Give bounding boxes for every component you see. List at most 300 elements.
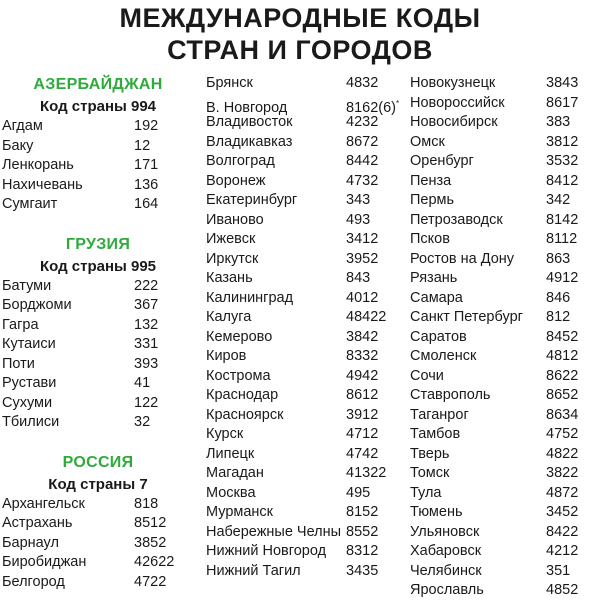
city-code-value: 4832 bbox=[346, 75, 379, 91]
city-code-value: 342 bbox=[546, 192, 571, 208]
city-name: Магадан bbox=[206, 465, 264, 481]
city-name: Сумгаит bbox=[2, 196, 58, 212]
city-code bbox=[346, 562, 400, 582]
city-code-value: 4212 bbox=[546, 543, 579, 559]
city-code bbox=[134, 394, 190, 414]
city-code-value: 331 bbox=[134, 336, 159, 352]
city-row bbox=[204, 445, 402, 465]
city-code bbox=[346, 523, 400, 543]
city-row bbox=[0, 495, 196, 515]
city-code bbox=[546, 347, 598, 367]
city-name: Биробиджан bbox=[2, 554, 87, 570]
city-code-value: 41322 bbox=[346, 465, 387, 481]
city-row bbox=[408, 211, 600, 231]
city-name: Красноярск bbox=[206, 406, 284, 423]
city-name: Астрахань bbox=[2, 515, 73, 531]
city-code bbox=[346, 484, 400, 504]
city-row bbox=[204, 308, 402, 328]
city-row bbox=[204, 94, 402, 114]
city-name: Краснодар bbox=[206, 387, 279, 403]
city-code-value: 8332 bbox=[346, 348, 379, 364]
city-code bbox=[346, 406, 400, 426]
city-row bbox=[408, 406, 600, 426]
city-row bbox=[0, 117, 196, 137]
city-code bbox=[134, 413, 190, 433]
city-row bbox=[408, 152, 600, 172]
city-name: Саратов bbox=[410, 328, 467, 345]
city-name: Ярославль bbox=[410, 582, 484, 598]
title-line-2: СТРАН И ГОРОДОВ bbox=[167, 35, 433, 65]
city-code bbox=[546, 308, 598, 328]
city-code-value: 3912 bbox=[346, 406, 379, 423]
city-code bbox=[134, 316, 190, 336]
city-code bbox=[546, 172, 598, 192]
city-code bbox=[346, 211, 400, 231]
city-code bbox=[134, 374, 190, 394]
city-name: Агдам bbox=[2, 118, 43, 134]
city-code-value: 4822 bbox=[546, 445, 579, 462]
city-name: Ижевск bbox=[206, 231, 256, 247]
city-code bbox=[546, 230, 598, 250]
city-row bbox=[408, 542, 600, 562]
city-row bbox=[0, 534, 196, 554]
city-code bbox=[546, 503, 598, 523]
city-code-value: 843 bbox=[346, 270, 371, 286]
city-code bbox=[134, 553, 190, 573]
city-name: Сочи bbox=[410, 367, 444, 384]
city-name: Калуга bbox=[206, 309, 252, 325]
city-name: Хабаровск bbox=[410, 543, 482, 559]
city-row bbox=[0, 156, 196, 176]
city-name: Пенза bbox=[410, 172, 452, 189]
city-name: Брянск bbox=[206, 75, 253, 91]
city-row bbox=[204, 172, 402, 192]
city-code-value: 863 bbox=[546, 250, 571, 267]
city-code-value: 393 bbox=[134, 355, 159, 372]
city-code bbox=[134, 195, 190, 215]
column-3 bbox=[408, 74, 600, 601]
city-name: Самара bbox=[410, 289, 463, 306]
title-line-1: МЕЖДУНАРОДНЫЕ КОДЫ bbox=[119, 3, 481, 33]
city-code bbox=[134, 296, 190, 316]
city-code bbox=[346, 308, 400, 328]
city-code-value: 8552 bbox=[346, 523, 379, 540]
city-list-russia-part-2 bbox=[204, 74, 402, 581]
city-name: Ульяновск bbox=[410, 523, 480, 540]
city-code-value: 8142 bbox=[546, 211, 579, 228]
city-name: Курск bbox=[206, 426, 244, 442]
city-code bbox=[134, 117, 190, 137]
city-name: Кутаиси bbox=[2, 336, 56, 352]
city-code-value: 495 bbox=[346, 484, 371, 501]
city-row bbox=[408, 191, 600, 211]
country-code-azerbaijan: Код страны 994 bbox=[39, 98, 157, 115]
city-code-value: 4232 bbox=[346, 114, 379, 130]
city-row bbox=[204, 191, 402, 211]
city-code bbox=[134, 534, 190, 554]
city-name: Москва bbox=[206, 484, 256, 501]
city-name: Петрозаводск bbox=[410, 211, 503, 228]
city-row bbox=[408, 172, 600, 192]
city-name: Иваново bbox=[206, 211, 264, 228]
city-code bbox=[546, 581, 598, 601]
city-row bbox=[0, 355, 196, 375]
city-name: Нахичевань bbox=[2, 176, 83, 193]
city-code-value: 171 bbox=[134, 157, 159, 173]
city-code-value: 4942 bbox=[346, 367, 379, 384]
city-code-value: 4012 bbox=[346, 289, 379, 306]
city-code bbox=[546, 250, 598, 270]
city-code bbox=[546, 289, 598, 309]
city-name: Барнаул bbox=[2, 534, 59, 551]
city-code bbox=[134, 573, 190, 593]
city-list-azerbaijan bbox=[0, 117, 196, 215]
city-code bbox=[346, 542, 400, 562]
city-code-value: 8612 bbox=[346, 387, 379, 403]
city-code bbox=[134, 137, 190, 157]
city-code-value: 4722 bbox=[134, 573, 167, 590]
city-row bbox=[408, 269, 600, 289]
city-name: Томск bbox=[410, 465, 450, 481]
city-code bbox=[346, 269, 400, 289]
city-row bbox=[0, 514, 196, 534]
city-name: Ростов на Дону bbox=[410, 250, 515, 267]
city-row bbox=[0, 316, 196, 336]
city-name: Казань bbox=[206, 270, 253, 286]
city-row bbox=[204, 367, 402, 387]
city-code-value: 4732 bbox=[346, 172, 379, 189]
city-code-value: 8422 bbox=[546, 523, 579, 540]
city-row bbox=[408, 425, 600, 445]
city-row bbox=[0, 296, 196, 316]
city-code-value: 3812 bbox=[546, 133, 579, 150]
city-row bbox=[408, 581, 600, 601]
city-name: Гагра bbox=[2, 316, 39, 333]
city-code-value: 351 bbox=[546, 562, 571, 579]
city-row bbox=[204, 289, 402, 309]
city-code-value: 4812 bbox=[546, 348, 579, 364]
country-azerbaijan: АЗЕРБАЙДЖАН bbox=[33, 76, 163, 93]
city-code bbox=[546, 328, 598, 348]
city-row bbox=[204, 152, 402, 172]
city-row bbox=[408, 523, 600, 543]
city-code-value: 4712 bbox=[346, 426, 379, 442]
city-code bbox=[346, 464, 400, 484]
page-title bbox=[0, 2, 600, 66]
city-code-value: 8112 bbox=[546, 231, 578, 247]
city-name: Архангельск bbox=[2, 495, 85, 512]
column-1 bbox=[0, 74, 196, 592]
country-russia: РОССИЯ bbox=[62, 453, 134, 471]
city-name: Киров bbox=[206, 348, 247, 364]
city-code-value: 12 bbox=[134, 137, 151, 154]
city-code-value: 8672 bbox=[346, 133, 379, 150]
city-row bbox=[0, 413, 196, 433]
city-name: Владивосток bbox=[206, 114, 293, 130]
city-code bbox=[346, 367, 400, 387]
city-code-value: 8652 bbox=[546, 387, 579, 403]
city-code bbox=[346, 503, 400, 523]
city-name: Санкт Петербург bbox=[410, 309, 523, 325]
city-code bbox=[546, 445, 598, 465]
city-code-value: 3532 bbox=[546, 153, 579, 169]
city-row bbox=[204, 425, 402, 445]
city-code bbox=[346, 230, 400, 250]
city-name: Набережные Челны bbox=[206, 523, 342, 540]
city-row bbox=[0, 195, 196, 215]
city-code-value: 32 bbox=[134, 414, 151, 430]
city-row bbox=[0, 374, 196, 394]
city-code bbox=[346, 445, 400, 465]
column-2 bbox=[204, 74, 402, 581]
city-name: Тюмень bbox=[410, 504, 463, 520]
city-code-value: 8442 bbox=[346, 153, 379, 169]
city-code-value: 367 bbox=[134, 297, 159, 313]
city-code bbox=[346, 386, 400, 406]
city-code bbox=[346, 152, 400, 172]
city-row bbox=[204, 484, 402, 504]
city-name: Воронеж bbox=[206, 172, 266, 189]
city-code bbox=[546, 542, 598, 562]
city-row bbox=[204, 406, 402, 426]
city-row bbox=[204, 250, 402, 270]
city-name: Челябинск bbox=[410, 562, 482, 579]
city-name: Новосибирск bbox=[410, 114, 498, 130]
city-list-russia-part-1 bbox=[0, 495, 196, 593]
city-code bbox=[346, 113, 400, 133]
city-name: Смоленск bbox=[410, 348, 477, 364]
city-row bbox=[204, 269, 402, 289]
city-row bbox=[204, 542, 402, 562]
city-name: Пермь bbox=[410, 192, 455, 208]
city-name: Батуми bbox=[2, 277, 52, 294]
city-name: Мурманск bbox=[206, 504, 274, 520]
city-row bbox=[204, 113, 402, 133]
city-code-value: 812 bbox=[546, 309, 571, 325]
city-code-value: 3842 bbox=[346, 328, 379, 345]
city-row bbox=[0, 553, 196, 573]
city-code-value: 3412 bbox=[346, 231, 379, 247]
city-row bbox=[0, 277, 196, 297]
city-row bbox=[204, 74, 402, 94]
footnote-marker: * bbox=[395, 98, 400, 108]
city-code bbox=[134, 176, 190, 196]
city-code-value: 42622 bbox=[134, 554, 175, 570]
city-code bbox=[546, 152, 598, 172]
city-code-value: 383 bbox=[546, 114, 571, 130]
city-code bbox=[346, 289, 400, 309]
city-name: Новокузнецк bbox=[410, 75, 496, 91]
city-code bbox=[346, 74, 400, 94]
city-code bbox=[346, 250, 400, 270]
city-code-value: 8452 bbox=[546, 328, 579, 345]
city-name: Новороссийск bbox=[410, 94, 505, 111]
city-code-value: 8634 bbox=[546, 406, 579, 423]
city-name: Омск bbox=[410, 133, 445, 150]
city-list-georgia bbox=[0, 277, 196, 433]
city-row bbox=[408, 308, 600, 328]
city-code-value: 122 bbox=[134, 394, 159, 411]
city-name: В. Новгород bbox=[206, 99, 288, 116]
city-row bbox=[408, 289, 600, 309]
city-row bbox=[408, 74, 600, 94]
city-code-value: 222 bbox=[134, 277, 159, 294]
city-name: Тбилиси bbox=[2, 414, 60, 430]
city-code bbox=[134, 335, 190, 355]
city-code-value: 4742 bbox=[346, 445, 379, 462]
city-code-value: 48422 bbox=[346, 309, 387, 325]
city-name: Рязань bbox=[410, 270, 458, 286]
city-name: Тула bbox=[410, 484, 442, 501]
city-row bbox=[0, 573, 196, 593]
city-name: Нижний Новгород bbox=[206, 543, 327, 559]
city-list-russia-part-3 bbox=[408, 74, 600, 601]
city-row bbox=[204, 230, 402, 250]
city-code-value: 8622 bbox=[546, 367, 579, 384]
city-name: Сухуми bbox=[2, 394, 53, 411]
city-code-value: 343 bbox=[346, 192, 371, 208]
city-code-value: 41 bbox=[134, 375, 151, 391]
city-row bbox=[408, 562, 600, 582]
city-name: Екатеринбург bbox=[206, 192, 298, 208]
city-name: Иркутск bbox=[206, 250, 259, 267]
city-name: Ленкорань bbox=[2, 157, 74, 173]
city-code-value: 132 bbox=[134, 316, 159, 333]
city-code-value: 164 bbox=[134, 196, 159, 212]
city-code bbox=[546, 191, 598, 211]
city-code-value: 8512 bbox=[134, 515, 167, 531]
city-code bbox=[546, 386, 598, 406]
city-row bbox=[408, 133, 600, 153]
city-code-value: 4912 bbox=[546, 270, 579, 286]
city-row bbox=[408, 503, 600, 523]
city-code bbox=[134, 156, 190, 176]
city-name: Поти bbox=[2, 355, 35, 372]
city-code-value: 8412 bbox=[546, 172, 579, 189]
city-name: Тверь bbox=[410, 445, 450, 462]
city-row bbox=[408, 94, 600, 114]
city-row bbox=[204, 211, 402, 231]
city-name: Таганрог bbox=[410, 406, 469, 423]
city-row bbox=[0, 335, 196, 355]
city-code-value: 3952 bbox=[346, 250, 379, 267]
city-name: Волгоград bbox=[206, 153, 275, 169]
city-code bbox=[546, 269, 598, 289]
city-code-value: 8152 bbox=[346, 504, 379, 520]
city-code bbox=[546, 464, 598, 484]
city-name: Калининград bbox=[206, 289, 294, 306]
city-name: Рустави bbox=[2, 375, 57, 391]
city-name: Кемерово bbox=[206, 328, 273, 345]
city-name: Кострома bbox=[206, 367, 271, 384]
city-row bbox=[408, 250, 600, 270]
city-row bbox=[0, 394, 196, 414]
city-code bbox=[546, 211, 598, 231]
city-code bbox=[546, 133, 598, 153]
city-code bbox=[346, 347, 400, 367]
city-code-value: 4872 bbox=[546, 484, 579, 501]
city-row bbox=[408, 386, 600, 406]
city-name: Тамбов bbox=[410, 426, 461, 442]
city-code bbox=[346, 133, 400, 153]
city-code-value: 8162(6) bbox=[346, 99, 396, 116]
city-name: Белгород bbox=[2, 573, 65, 590]
city-name: Владикавказ bbox=[206, 133, 293, 150]
city-row bbox=[204, 464, 402, 484]
city-code bbox=[546, 562, 598, 582]
city-code bbox=[546, 523, 598, 543]
city-name: Баку bbox=[2, 137, 34, 154]
city-name: Борджоми bbox=[2, 297, 72, 313]
city-row bbox=[204, 562, 402, 582]
city-row bbox=[204, 328, 402, 348]
city-row bbox=[204, 347, 402, 367]
city-code bbox=[134, 355, 190, 375]
country-georgia: ГРУЗИЯ bbox=[65, 235, 131, 253]
city-row bbox=[204, 523, 402, 543]
city-row bbox=[0, 176, 196, 196]
city-code-value: 8312 bbox=[346, 543, 379, 559]
city-code bbox=[546, 94, 598, 114]
city-code-value: 818 bbox=[134, 495, 159, 512]
city-code-value: 8617 bbox=[546, 94, 579, 111]
city-code bbox=[346, 191, 400, 211]
city-code bbox=[134, 495, 190, 515]
city-code bbox=[546, 484, 598, 504]
city-code-value: 846 bbox=[546, 289, 571, 306]
city-row bbox=[408, 113, 600, 133]
city-code-value: 4852 bbox=[546, 582, 579, 598]
city-row bbox=[204, 133, 402, 153]
city-name: Липецк bbox=[206, 445, 255, 462]
city-name: Псков bbox=[410, 231, 450, 247]
city-row bbox=[408, 484, 600, 504]
city-code bbox=[546, 74, 598, 94]
city-row bbox=[408, 230, 600, 250]
city-row bbox=[204, 386, 402, 406]
city-code bbox=[546, 425, 598, 445]
city-code bbox=[546, 406, 598, 426]
city-code-value: 4752 bbox=[546, 426, 579, 442]
city-code-value: 136 bbox=[134, 176, 159, 193]
city-code-value: 3822 bbox=[546, 465, 579, 481]
city-row bbox=[408, 367, 600, 387]
city-name: Нижний Тагил bbox=[206, 562, 301, 579]
city-code-value: 192 bbox=[134, 118, 159, 134]
city-code-value: 3452 bbox=[546, 504, 579, 520]
city-name: Оренбург bbox=[410, 153, 474, 169]
city-row bbox=[408, 445, 600, 465]
city-row bbox=[408, 464, 600, 484]
city-code-value: 3843 bbox=[546, 75, 579, 91]
city-code-value: 3435 bbox=[346, 562, 379, 579]
city-name: Ставрополь bbox=[410, 387, 491, 403]
city-row bbox=[204, 503, 402, 523]
city-code bbox=[346, 328, 400, 348]
city-code bbox=[134, 277, 190, 297]
city-code bbox=[546, 113, 598, 133]
city-row bbox=[408, 328, 600, 348]
country-code-georgia: Код страны 995 bbox=[39, 257, 157, 275]
country-code-russia: Код страны 7 bbox=[48, 475, 148, 493]
city-code bbox=[134, 514, 190, 534]
city-code bbox=[346, 425, 400, 445]
city-code bbox=[346, 172, 400, 192]
city-code-value: 3852 bbox=[134, 534, 167, 551]
city-row bbox=[408, 347, 600, 367]
city-code bbox=[546, 367, 598, 387]
city-row bbox=[0, 137, 196, 157]
